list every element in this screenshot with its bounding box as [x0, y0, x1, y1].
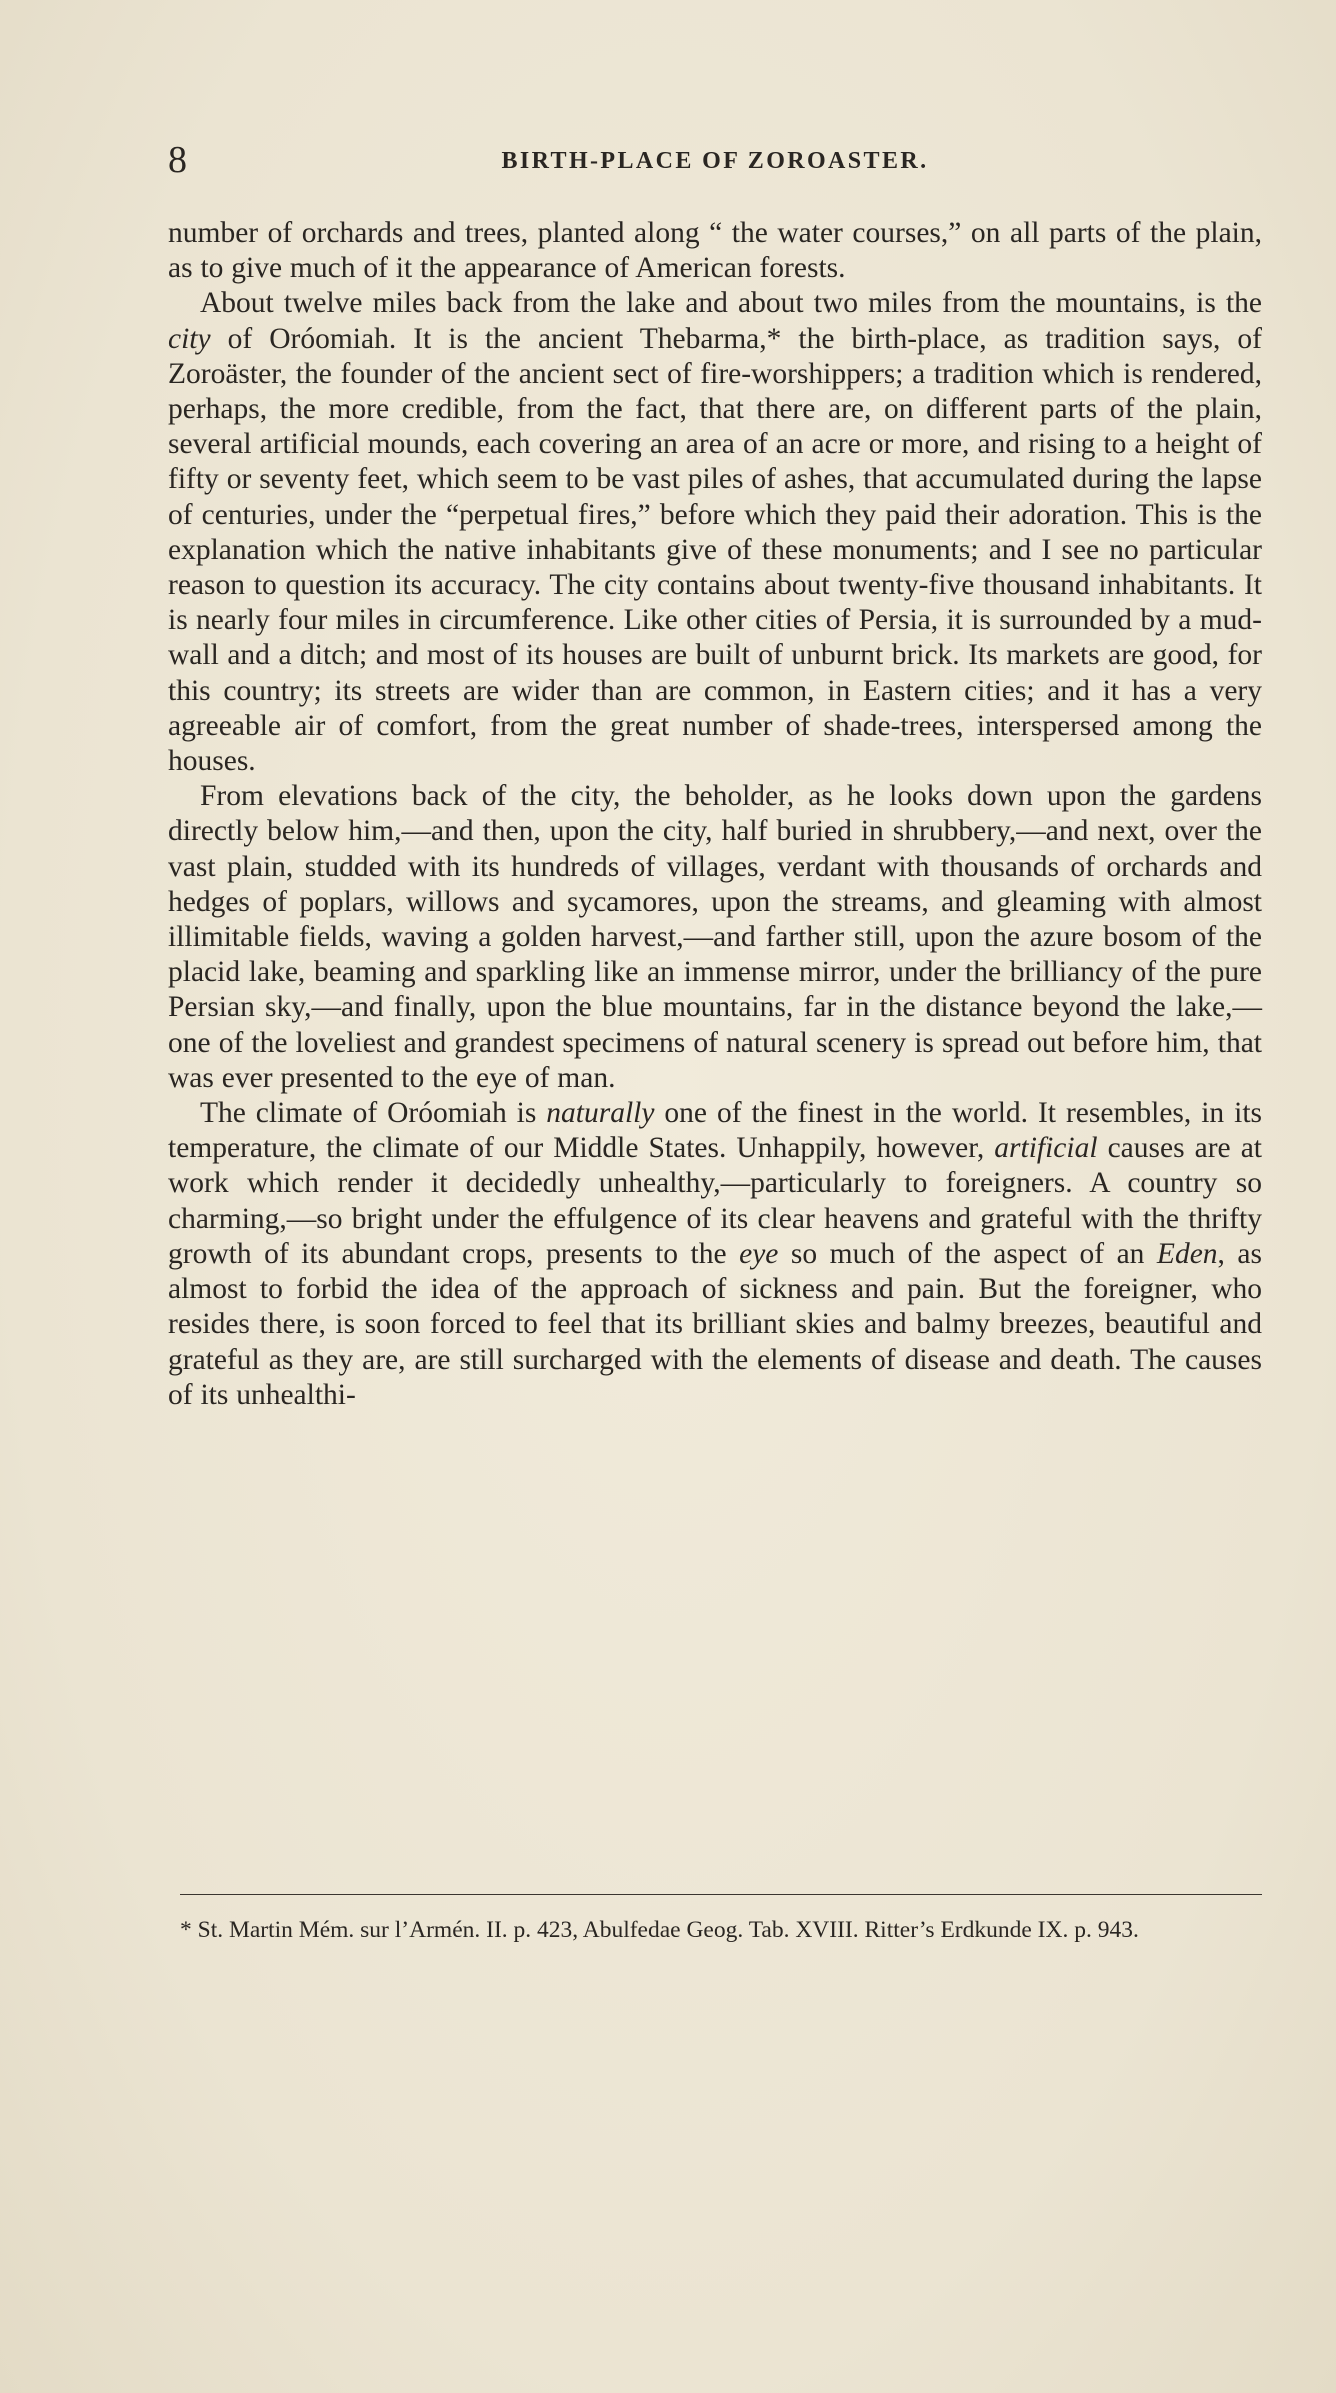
text-run: number of orchards and trees, planted along “ the water courses,” on all parts of the plain, as to give much of it the appearance of American forests.: [168, 217, 1262, 285]
italic-phrase: eye: [739, 1237, 779, 1270]
italic-phrase: naturally: [546, 1097, 655, 1130]
text-run: , as almost to forbid the idea of the approach of sickness and pain. But the foreigner, who resides there, is soon forced to feel that its brilliant skies and balmy breezes, beautiful and grateful as they are, are still surcharged with the elements of disease and death. The causes of its unhealthi-: [168, 1237, 1262, 1411]
body-text: [168, 216, 1262, 1413]
paragraph-city-of-oroomiah: [168, 286, 1262, 779]
text-run: The climate of Oróomiah is: [200, 1097, 547, 1130]
italic-phrase: city: [168, 322, 211, 355]
footnote-text: * St. Martin Mém. sur l’Armén. II. p. 423, Abulfedae Geog. Tab. XVIII. Ritter’s Erdkunde IX. p. 943.: [180, 1917, 1139, 1943]
page-number: 8: [168, 139, 187, 181]
text-run: one of the finest in the world. It resembles, in its temperature, the climate of our Middle States. Unhappily, however,: [168, 1097, 1262, 1165]
footnote: [168, 1916, 1262, 1944]
italic-phrase: artificial: [994, 1132, 1098, 1165]
paragraph-view-from-elevations: [168, 779, 1262, 1096]
footnote-divider: [180, 1894, 1262, 1895]
text-run: causes are at work which render it decidedly unhealthy,—particularly to foreigners. A country so charming,—so bright under the effulgence of its clear heavens and grateful with the thrifty growth of its abundant crops, presents to the: [168, 1132, 1262, 1270]
running-title: BIRTH-PLACE OF ZOROASTER.: [501, 148, 929, 174]
paragraph-climate: [168, 1096, 1262, 1413]
text-run: About twelve miles back from the lake and about two miles from the mountains, is the: [200, 287, 1262, 320]
text-run: From elevations back of the city, the beholder, as he looks down upon the gardens directly below him,—and then, upon the city, half buried in shrubbery,—and next, over the vast plain, studded with its hundreds of villages, verdant with thousands of orchards and hedges of poplars, willows and sycamores, upon the streams, and gleaming with almost illimitable fields, waving a golden harvest,—and farther still, upon the azure bosom of the placid lake, beaming and sparkling like an immense mirror, under the brilliancy of the pure Persian sky,—and finally, upon the blue mountains, far in the distance beyond the lake,—one of the loveliest and grandest specimens of natural scenery is spread out before him, that was ever presented to the eye of man.: [168, 780, 1262, 1094]
text-run: of Oróomiah. It is the ancient Thebarma,* the birth-place, as tradition says, of Zoroäster, the founder of the ancient sect of fire-worshippers; a tradition which is rendered, perhaps, the more credible, from the fact, that there are, on different parts of the plain, several artificial mounds, each covering an area of an acre or more, and rising to a height of fifty or seventy feet, which seem to be vast piles of ashes, that accumulated during the lapse of centuries, under the “perpetual fires,” before which they paid their adoration. This is the explanation which the native inhabitants give of these monuments; and I see no particular reason to question its accuracy. The city contains about twenty-five thousand inhabitants. It is nearly four miles in circumference. Like other cities of Persia, it is surrounded by a mud-wall and a ditch; and most of its houses are built of unburnt brick. Its markets are good, for this country; its streets are wider than are common, in Eastern cities; and it has a very agreeable air of comfort, from the great number of shade-trees, interspersed among the houses.: [168, 322, 1262, 778]
italic-phrase: Eden: [1156, 1237, 1218, 1270]
page-header: [168, 140, 1262, 180]
text-run: so much of the aspect of an: [778, 1237, 1157, 1270]
paragraph-continuation: [168, 216, 1262, 286]
